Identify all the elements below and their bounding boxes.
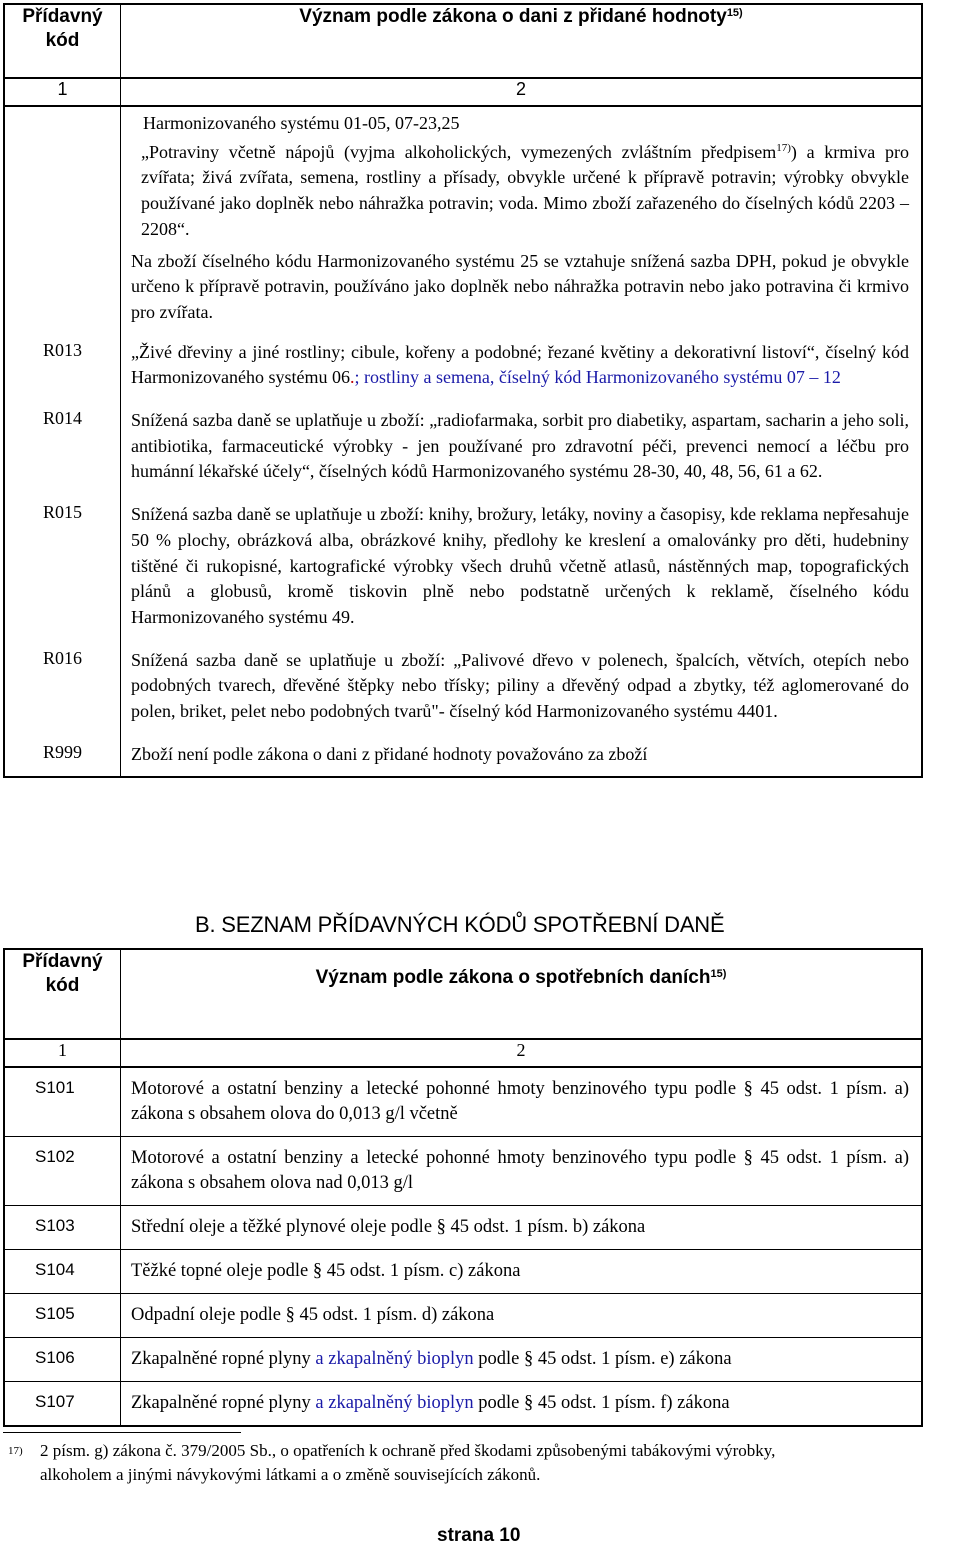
- table-row: [4, 1382, 922, 1427]
- table-row: [4, 1067, 922, 1137]
- footnote-marker: 17): [8, 1445, 23, 1457]
- header-meaning-text: Význam podle zákona o spotřebních daních: [315, 967, 711, 988]
- row-text: [121, 332, 923, 400]
- inserted-text: ; rostliny a semena, číselný kód Harmonizovaného systému 07 – 12: [354, 367, 841, 388]
- footnote: [8, 1439, 958, 1487]
- table-row: [4, 1338, 922, 1382]
- row-code: R999: [4, 734, 121, 778]
- table-row: [4, 734, 922, 778]
- row-text: Těžké topné oleje podle § 45 odst. 1 písm. c) zákona: [121, 1250, 923, 1294]
- row-code: S101: [4, 1067, 121, 1137]
- table-row: [4, 640, 922, 734]
- table-row: [4, 1137, 922, 1206]
- table-header-row: [4, 949, 922, 1039]
- row-code: S107: [4, 1382, 121, 1427]
- row-text: Odpadní oleje podle § 45 odst. 1 písm. d) zákona: [121, 1294, 923, 1338]
- row-code: R013: [4, 332, 121, 400]
- header-meaning-text: Význam podle zákona o dani z přidané hodnoty: [299, 6, 727, 27]
- row-text-a: Zkapalněné ropné plyny: [131, 1349, 316, 1369]
- header-meaning-sup: 15): [726, 7, 743, 19]
- footnote-separator: [3, 1432, 241, 1433]
- row-code: R016: [4, 640, 121, 734]
- row-text: Zboží není podle zákona o dani z přidané hodnoty považováno za zboží: [131, 743, 648, 764]
- excise-codes-table: [3, 948, 923, 1427]
- intro-p2-sup: 17): [776, 141, 791, 154]
- footnote-line-2: alkoholem a jinými návykovými látkami a o změně souvisejících zákonů.: [40, 1465, 541, 1484]
- column-number-2: 2: [121, 1039, 923, 1067]
- intro-paragraph-2: [131, 140, 909, 243]
- column-number-1: 1: [4, 78, 121, 106]
- row-code: S105: [4, 1294, 121, 1338]
- row-text: Snížená sazba daně se uplatňuje u zboží: „radiofarmaka, sorbit pro diabetiky, aspartam, sacharin a jeho soli, antibiotika, farmaceutické výrobky - jen používané pro zdravotní péči, prevenci nemocí a léčbu pro humánní lékařské účely“, číselných kódů Harmonizovaného systému 28-30, 40, 48, 56, 61 a 62.: [131, 410, 909, 482]
- row-text-a: „Živé dřeviny a jiné rostliny; cibule, kořeny a podobné; řezané květiny a dekorativní listoví“, číselný kód Harmonizovaného systému 06: [131, 341, 909, 388]
- intro-paragraph-1: Harmonizovaného systému 01-05, 07-23,25: [143, 113, 460, 133]
- row-code: S103: [4, 1206, 121, 1250]
- row-code: [4, 106, 121, 332]
- header-code-line1: Přídavný: [22, 951, 103, 972]
- row-code: R014: [4, 400, 121, 494]
- inserted-text: a zkapalněný bioplyn: [315, 1393, 474, 1413]
- deleted-mark: .: [349, 367, 355, 388]
- table-row: [4, 1206, 922, 1250]
- table-row: [4, 400, 922, 494]
- intro-p2-a: „Potraviny včetně nápojů (vyjma alkoholických, vymezených zvláštním předpisem: [141, 141, 777, 162]
- row-text: Motorové a ostatní benziny a letecké pohonné hmoty benzinového typu podle § 45 odst. 1 písm. a) zákona s obsahem olova nad 0,013 g/l: [121, 1137, 923, 1206]
- row-text: Snížená sazba daně se uplatňuje u zboží: knihy, brožury, letáky, noviny a časopisy, kde reklama nepřesahuje 50 % plochy, obrázková alba, obrázkové knihy, předlohy ke kreslení a omalovánky pro děti, hudebniny tištěné či rukopisné, kartografické výrobky všech druhů včetně atlasů, nástěnných map, topografických plánů a globusů, kromě tiskovin plně nebo podstatně určených k reklamě, číselného kódu Harmonizovaného systému 49.: [131, 504, 909, 627]
- row-code: R015: [4, 494, 121, 640]
- header-meaning-cell: [121, 949, 923, 1039]
- table-row: [4, 106, 922, 332]
- header-meaning-cell: [121, 4, 923, 78]
- header-code-line2: kód: [45, 30, 80, 51]
- section-b-title: B. SEZNAM PŘÍDAVNÝCH KÓDŮ SPOTŘEBNÍ DANĚ: [195, 912, 725, 937]
- intro-text-cell: [121, 106, 923, 332]
- column-number-row: [4, 78, 922, 106]
- table-header-row: [4, 4, 922, 78]
- column-number-1: 1: [4, 1039, 121, 1067]
- row-text-a: Zkapalněné ropné plyny: [131, 1393, 316, 1413]
- row-text-b: podle § 45 odst. 1 písm. f) zákona: [473, 1393, 730, 1413]
- row-code: S106: [4, 1338, 121, 1382]
- page-number: strana 10: [437, 1525, 521, 1546]
- intro-p2-b: ) a krmiva pro zvířata; živá zvířata, semena, rostliny a přísady, obvykle určené k přípravě potravin; výrobky obvykle používané jako doplněk nebo náhražka potravin; voda. Mimo zboží zařazeného do číselných kódů 2203 – 2208“.: [141, 141, 909, 239]
- row-code: S104: [4, 1250, 121, 1294]
- column-number-2: 2: [121, 78, 923, 106]
- header-code-line1: Přídavný: [22, 6, 103, 27]
- table-row: [4, 1294, 922, 1338]
- inserted-text: a zkapalněný bioplyn: [315, 1349, 474, 1369]
- column-number-row: [4, 1039, 922, 1067]
- row-text: Střední oleje a těžké plynové oleje podle § 45 odst. 1 písm. b) zákona: [121, 1206, 923, 1250]
- header-code-line2: kód: [45, 975, 80, 996]
- row-code: S102: [4, 1137, 121, 1206]
- footnote-line-1: 2 písm. g) zákona č. 379/2005 Sb., o opatřeních k ochraně před škodami způsobenými tabákovými výrobky,: [40, 1441, 776, 1460]
- header-code-cell: [4, 4, 121, 78]
- header-meaning-sup: 15): [710, 968, 727, 980]
- table-row: [4, 1250, 922, 1294]
- table-row: [4, 494, 922, 640]
- row-text-b: podle § 45 odst. 1 písm. e) zákona: [473, 1349, 732, 1369]
- table-row: [4, 332, 922, 400]
- row-text: [121, 1382, 923, 1427]
- vat-codes-table: [3, 3, 923, 778]
- header-code-cell: [4, 949, 121, 1039]
- row-text: Snížená sazba daně se uplatňuje u zboží: „Palivové dřevo v polenech, špalcích, větvích, otepích nebo podobných tvarech, dřevěné štěpky nebo třísky; piliny a dřevěný odpad a zbytky, též aglomerované do polen, briket, pelet nebo podobných tvarů"- číselný kód Harmonizovaného systému 4401.: [131, 649, 909, 722]
- row-text: [121, 1338, 923, 1382]
- row-text: Motorové a ostatní benziny a letecké pohonné hmoty benzinového typu podle § 45 odst. 1 písm. a) zákona s obsahem olova do 0,013 g/l včetně: [121, 1067, 923, 1137]
- intro-paragraph-3: Na zboží číselného kódu Harmonizovaného systému 25 se vztahuje snížená sazba DPH, pokud je obvykle určeno k přípravě potravin, používáno jako doplněk nebo náhražka potravin nebo jako potravina či krmivo pro zvířata.: [131, 250, 909, 322]
